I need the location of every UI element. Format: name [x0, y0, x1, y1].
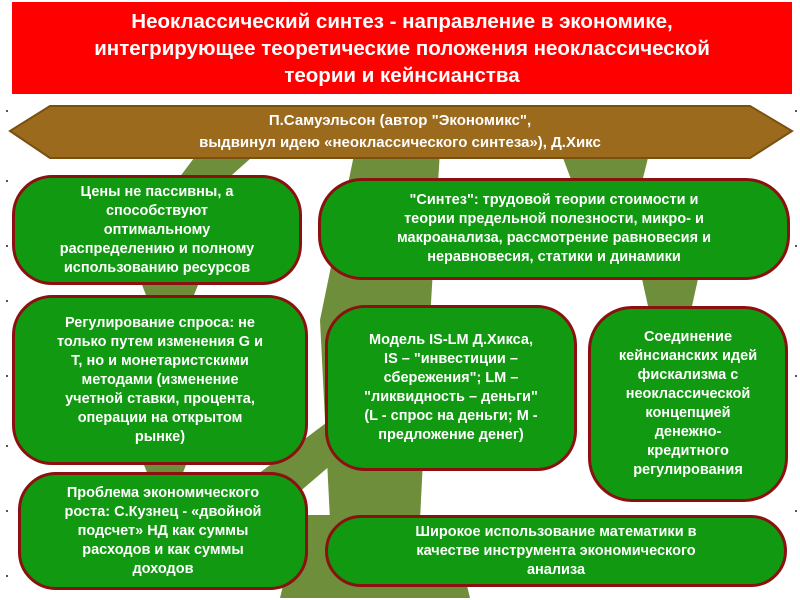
- title-line: теории и кейнсианства: [284, 63, 520, 87]
- box-line: только путем изменения G и: [57, 333, 263, 350]
- decor-dot: [6, 575, 8, 577]
- box-line: Соединение: [643, 329, 733, 345]
- box-line: Цены не пассивны, а: [80, 183, 234, 200]
- box-demand-regulation: [12, 295, 308, 465]
- box-line: рынке): [134, 428, 186, 445]
- box-line: способствуют: [105, 202, 209, 219]
- title-line: Неоклассический синтез - направление в экономике,: [131, 9, 673, 33]
- box-line: учетной ставки, процента,: [65, 390, 255, 407]
- box-line: фискализма с: [637, 367, 739, 383]
- decor-dot: [795, 510, 797, 512]
- box-line: неравновесия, статики и динамики: [427, 249, 681, 265]
- box-line: Регулирование спроса: не: [64, 314, 255, 331]
- box-line: "ликвидность – деньги": [364, 389, 538, 405]
- box-synthesis: [318, 178, 790, 280]
- banner-line: выдвинул идею «неоклассического синтеза»), Д.Хикс: [199, 134, 601, 151]
- box-keynesian-fiscalism: [588, 306, 788, 502]
- decor-dot: [795, 245, 797, 247]
- box-line: теории предельной полезности, микро- и: [404, 211, 704, 227]
- decor-dot: [795, 375, 797, 377]
- box-line: сбережения"; LM –: [383, 370, 519, 386]
- box-line: операции на открытом: [77, 409, 243, 426]
- decor-dot: [6, 180, 8, 182]
- box-prices: [12, 175, 302, 285]
- box-islm-model: [325, 305, 577, 471]
- box-line: оптимальному: [103, 221, 211, 238]
- decor-dot: [6, 110, 8, 112]
- page-title: [12, 2, 792, 94]
- banner-line: П.Самуэльсон (автор "Экономикс",: [268, 112, 532, 129]
- box-line: Модель IS-LM Д.Хикса,: [368, 332, 533, 348]
- box-line: неоклассической: [625, 386, 751, 402]
- box-line: распределению и полному: [59, 240, 255, 257]
- box-line: денежно-: [654, 424, 722, 440]
- box-line: Проблема экономического: [66, 484, 260, 501]
- box-line: предложение денег): [378, 427, 524, 443]
- decor-dot: [6, 245, 8, 247]
- box-line: расходов и как суммы: [82, 541, 244, 558]
- decor-dot: [795, 110, 797, 112]
- box-line: кейнсианских идей: [618, 348, 758, 364]
- title-line: интегрирующее теоретические положения неоклассической: [94, 36, 710, 60]
- box-line: использованию ресурсов: [63, 259, 251, 276]
- box-line: роста: С.Кузнец - «двойной: [64, 503, 262, 520]
- box-line: качестве инструмента экономического: [416, 542, 696, 559]
- box-line: (L - спрос на деньги; M -: [364, 408, 538, 424]
- box-line: анализа: [526, 561, 586, 578]
- box-line: T, но и монетаристскими: [71, 352, 249, 369]
- decor-dot: [6, 510, 8, 512]
- box-line: Широкое использование математики в: [415, 523, 697, 540]
- decor-dot: [6, 445, 8, 447]
- decor-dot: [6, 375, 8, 377]
- box-mathematics: [325, 515, 787, 587]
- box-line: доходов: [132, 560, 194, 577]
- decor-dot: [6, 300, 8, 302]
- box-line: подсчет» НД как суммы: [77, 522, 249, 539]
- box-line: "Синтез": трудовой теории стоимости и: [409, 192, 699, 208]
- box-line: регулирования: [633, 462, 743, 478]
- box-line: макроанализа, рассмотрение равновесия и: [396, 230, 711, 246]
- banner-authors: [60, 108, 740, 156]
- box-line: концепцией: [645, 405, 731, 421]
- box-line: методами (изменение: [81, 371, 239, 388]
- box-line: кредитного: [647, 443, 729, 459]
- box-line: IS – "инвестиции –: [384, 351, 518, 367]
- box-economic-growth: [18, 472, 308, 590]
